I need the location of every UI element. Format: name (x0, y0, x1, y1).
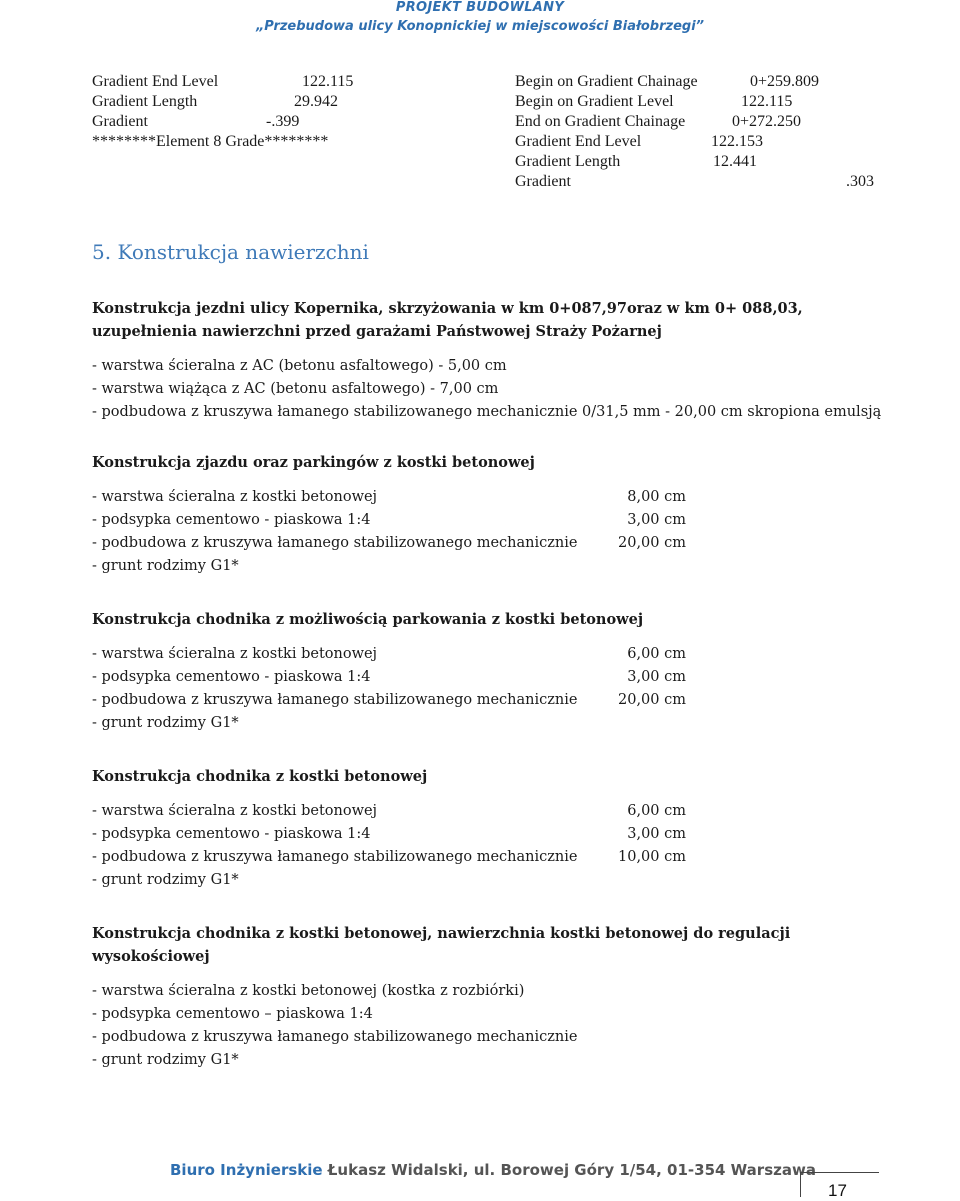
layer-line: - podbudowa z kruszywa łamanego stabilizowanego mechanicznie 0/31,5 mm - 20,00 cm skropiona emulsją (92, 404, 882, 420)
layer-row (92, 666, 686, 689)
section-title: 5. Konstrukcja nawierzchni (92, 240, 369, 264)
gradient-right-row (515, 112, 874, 132)
footer-address: Łukasz Widalski, ul. Borowej Góry 1/54, 01-354 Warszawa (322, 1161, 816, 1179)
layer-line: - podbudowa z kruszywa łamanego stabilizowanego mechanicznie (92, 1029, 578, 1045)
gradient-right-row (515, 92, 874, 112)
gradient-value: 122.115 (302, 73, 354, 90)
layer-thickness: 3,00 cm (627, 512, 686, 528)
gradient-label: Begin on Gradient Chainage (515, 73, 698, 90)
block-chodnik (92, 765, 686, 892)
block-heading: Konstrukcja zjazdu oraz parkingów z kostki betonowej (92, 454, 535, 471)
layer-text: - grunt rodzimy G1* (92, 715, 239, 731)
layer-text: - grunt rodzimy G1* (92, 872, 239, 888)
layer-text: - warstwa ścieralna z kostki betonowej (92, 646, 378, 662)
header-subtitle: „Przebudowa ulicy Konopnickiej w miejscowości Białobrzegi” (255, 19, 705, 34)
gradient-right-row (515, 72, 874, 92)
layer-line: - warstwa ścieralna z kostki betonowej (kostka z rozbiórki) (92, 983, 525, 999)
footer (170, 1161, 816, 1179)
layer-thickness (612, 712, 686, 735)
gradient-right-column (515, 72, 874, 192)
gradient-right-row (515, 152, 874, 172)
block-heading: Konstrukcja chodnika z kostki betonowej, nawierzchnia kostki betonowej do regulacji wysokościowej (92, 925, 791, 965)
gradient-label: Gradient Length (515, 153, 621, 170)
gradient-label: Gradient (515, 173, 571, 190)
block-heading: Konstrukcja chodnika z kostki betonowej (92, 768, 428, 785)
block-heading: Konstrukcja chodnika z możliwością parkowania z kostki betonowej (92, 611, 644, 628)
layer-thickness: 8,00 cm (627, 489, 686, 505)
gradient-label: Gradient (92, 113, 148, 130)
layer-thickness: 3,00 cm (627, 826, 686, 842)
layer-thickness: 6,00 cm (627, 803, 686, 819)
layer-thickness: 20,00 cm (618, 535, 686, 551)
layer-thickness (612, 555, 686, 578)
gradient-value: 122.153 (711, 133, 763, 150)
layer-row (92, 800, 686, 823)
layer-text: - podsypka cementowo - piaskowa 1:4 (92, 826, 371, 842)
gradient-value: 29.942 (294, 93, 338, 110)
header-title: PROJEKT BUDOWLANY (395, 0, 565, 15)
gradient-value: .303 (846, 173, 874, 190)
gradient-left-row (92, 132, 353, 152)
gradient-label: Gradient Length (92, 93, 198, 110)
footer-brand: Biuro Inżynierskie (170, 1161, 323, 1179)
layer-row (92, 643, 686, 666)
block-chodnik-regulacja (92, 922, 792, 1072)
gradient-right-row (515, 172, 874, 192)
gradient-right-row (515, 132, 874, 152)
block-heading: Konstrukcja jezdni ulicy Kopernika, skrzyżowania w km 0+087,97oraz w km 0+ 088,03, uzupełnienia nawierzchni przed garażami Państwowej Straży Pożarnej (92, 300, 803, 340)
layer-thickness: 6,00 cm (627, 646, 686, 662)
layer-row (92, 486, 686, 509)
gradient-left-row (92, 112, 353, 132)
gradient-value: 12.441 (713, 153, 757, 170)
layer-line: - warstwa ścieralna z AC (betonu asfaltowego) - 5,00 cm (92, 358, 507, 374)
layer-line: - podsypka cementowo – piaskowa 1:4 (92, 1006, 373, 1022)
layer-line: - warstwa wiążąca z AC (betonu asfaltowego) - 7,00 cm (92, 381, 499, 397)
page-number: 17 (828, 1181, 847, 1200)
gradient-value: -.399 (266, 113, 300, 130)
block-chodnik-parking (92, 608, 686, 735)
gradient-label: Gradient End Level (515, 133, 642, 150)
block-jezdnia (92, 297, 892, 424)
layer-text: - warstwa ścieralna z kostki betonowej (92, 489, 378, 505)
layer-text: - warstwa ścieralna z kostki betonowej (92, 803, 378, 819)
gradient-label: ********Element 8 Grade******** (92, 133, 329, 150)
layer-text: - podbudowa z kruszywa łamanego stabilizowanego mechanicznie (92, 849, 578, 865)
layer-row (92, 532, 686, 555)
layer-text: - podbudowa z kruszywa łamanego stabilizowanego mechanicznie (92, 535, 578, 551)
layer-row (92, 509, 686, 532)
layer-row (92, 555, 686, 578)
gradient-value: 0+272.250 (732, 113, 802, 130)
gradient-left-row (92, 92, 353, 112)
layer-text: - grunt rodzimy G1* (92, 558, 239, 574)
layer-thickness: 20,00 cm (618, 692, 686, 708)
layer-thickness: 3,00 cm (627, 669, 686, 685)
gradient-label: End on Gradient Chainage (515, 113, 686, 130)
layer-text: - podsypka cementowo - piaskowa 1:4 (92, 669, 371, 685)
gradient-label: Begin on Gradient Level (515, 93, 674, 110)
layer-row (92, 846, 686, 869)
gradient-value: 122.115 (741, 93, 793, 110)
gradient-left-row (92, 72, 353, 92)
gradient-value: 0+259.809 (750, 73, 820, 90)
layer-line: - grunt rodzimy G1* (92, 1052, 239, 1068)
gradient-label: Gradient End Level (92, 73, 219, 90)
layer-row (92, 689, 686, 712)
block-zjazd (92, 451, 686, 578)
gradient-left-column (92, 72, 353, 152)
layer-row (92, 869, 686, 892)
layer-row (92, 712, 686, 735)
layer-thickness: 10,00 cm (618, 849, 686, 865)
layer-row (92, 823, 686, 846)
layer-text: - podbudowa z kruszywa łamanego stabilizowanego mechanicznie (92, 692, 578, 708)
layer-thickness (612, 869, 686, 892)
layer-text: - podsypka cementowo - piaskowa 1:4 (92, 512, 371, 528)
